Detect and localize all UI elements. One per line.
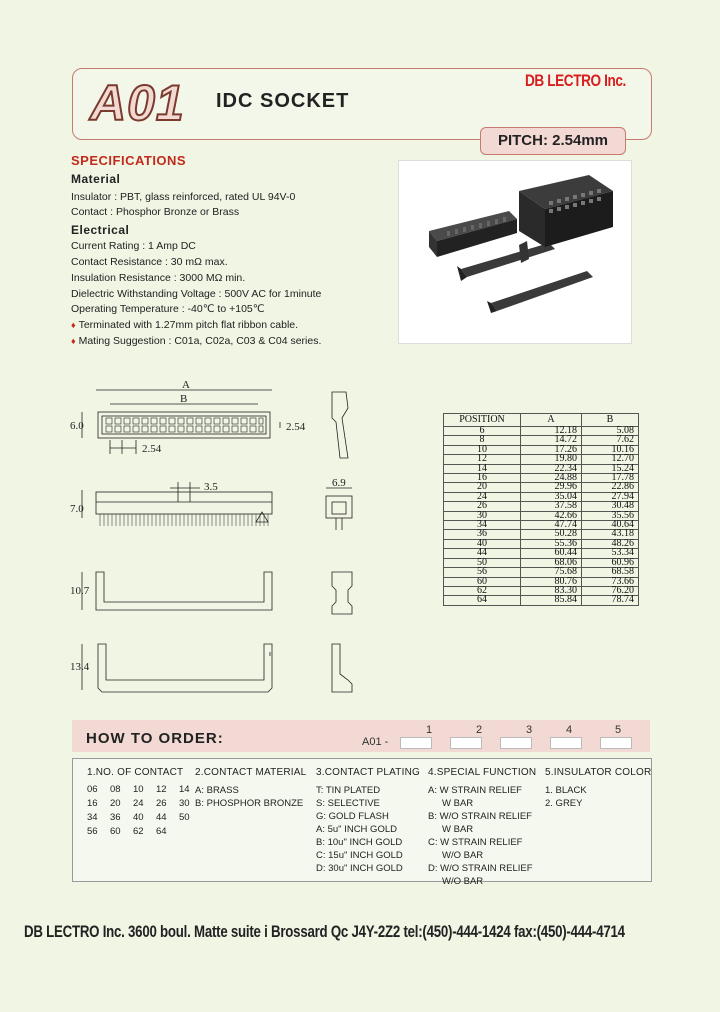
cell-a: 60.44 — [521, 549, 582, 558]
contact-count-option: 20 — [110, 798, 121, 809]
function-option: C: W STRAIN RELIEF — [428, 837, 523, 848]
spec-note-mating — [71, 335, 321, 347]
header-b: B — [582, 414, 639, 427]
contact-count-option: 34 — [87, 812, 98, 823]
order-col-function — [428, 767, 536, 888]
plating-list — [316, 784, 420, 875]
table-row — [444, 445, 639, 454]
table-row — [444, 502, 639, 511]
cell-a: 22.34 — [521, 464, 582, 473]
dimension-table — [443, 413, 639, 606]
color-option: 1. BLACK — [545, 785, 587, 796]
color-col-title: 5.INSULATOR COLOR — [545, 767, 652, 778]
function-option: A: W STRAIN RELIEF — [428, 785, 522, 796]
spec-note-cable — [71, 319, 298, 331]
contact-count-option: 12 — [156, 784, 167, 795]
company-name: DB LECTRO Inc. — [525, 71, 626, 90]
cell-position: 10 — [444, 445, 521, 454]
cell-a: 55.36 — [521, 539, 582, 548]
color-list — [545, 784, 651, 810]
table-row — [444, 511, 639, 520]
function-col-title: 4.SPECIAL FUNCTION — [428, 767, 537, 778]
dim-13-4: 13.4 — [70, 661, 90, 673]
spec-insulation-resistance: Insulation Resistance : 3000 MΩ min. — [71, 272, 246, 284]
dim-2-54-side: 2.54 — [286, 421, 306, 433]
cell-a: 19.80 — [521, 455, 582, 464]
cell-position: 60 — [444, 577, 521, 586]
table-row — [444, 596, 639, 605]
cell-b: 35.56 — [582, 511, 639, 520]
cell-a: 85.84 — [521, 596, 582, 605]
bullet-icon: ♦ — [71, 320, 76, 330]
table-row — [444, 568, 639, 577]
table-row — [444, 549, 639, 558]
contact-count-option: 30 — [179, 798, 190, 809]
order-col-plating — [316, 767, 420, 875]
spec-contact-resistance: Contact Resistance : 30 mΩ max. — [71, 256, 228, 268]
order-slot-num-5: 5 — [615, 724, 622, 736]
order-slot-2 — [450, 737, 482, 749]
dim-10-7: 10.7 — [70, 585, 90, 597]
function-option: W/O BAR — [442, 876, 484, 887]
header-a: A — [521, 414, 582, 427]
contact-count-option: 64 — [156, 826, 167, 837]
cell-b: 7.62 — [582, 436, 639, 445]
plating-option: G: GOLD FLASH — [316, 811, 389, 822]
function-option: D: W/O STRAIN RELIEF — [428, 863, 533, 874]
order-slot-num-4: 4 — [566, 724, 573, 736]
table-row — [444, 577, 639, 586]
dim-3-5: 3.5 — [204, 481, 218, 493]
product-name: IDC SOCKET — [216, 90, 350, 112]
cell-b: 5.08 — [582, 427, 639, 436]
order-slot-num-2: 2 — [476, 724, 483, 736]
spec-dielectric-voltage: Dielectric Withstanding Voltage : 500V AC for 1minute — [71, 288, 322, 300]
order-slot-5 — [600, 737, 632, 749]
cell-b: 17.78 — [582, 474, 639, 483]
cell-position: 8 — [444, 436, 521, 445]
contact-count-option: 40 — [133, 812, 144, 823]
function-option: W BAR — [442, 798, 474, 809]
technical-drawing — [70, 378, 370, 703]
cell-a: 17.26 — [521, 445, 582, 454]
contact-count-option: 10 — [133, 784, 144, 795]
dim-2-54-bottom: 2.54 — [142, 443, 162, 455]
connector-photo-illustration — [399, 161, 631, 343]
color-option: 2. GREY — [545, 798, 583, 809]
order-slot-4 — [550, 737, 582, 749]
cell-a: 80.76 — [521, 577, 582, 586]
electrical-title: Electrical — [71, 223, 130, 237]
cell-position: 34 — [444, 521, 521, 530]
contacts-title: 1.NO. OF CONTACT — [87, 767, 184, 778]
order-col-material — [195, 767, 306, 810]
order-slot-num-1: 1 — [426, 724, 433, 736]
table-row — [444, 558, 639, 567]
order-col-color — [545, 767, 651, 810]
table-row — [444, 530, 639, 539]
cell-position: 62 — [444, 586, 521, 595]
order-options-table — [72, 758, 652, 887]
dim-b: B — [180, 393, 188, 405]
contact-count-option: 36 — [110, 812, 121, 823]
cell-b: 68.58 — [582, 568, 639, 577]
cell-b: 78.74 — [582, 596, 639, 605]
product-photo — [398, 160, 632, 344]
contact-count-option: 06 — [87, 784, 98, 795]
company-contact-footer: DB LECTRO Inc. 3600 boul. Matte suite i Brossard Qc J4Y-2Z2 tel:(450)-444-1424 fax:(450)-444-4714 — [24, 922, 625, 941]
cell-position: 6 — [444, 427, 521, 436]
plating-col-title: 3.CONTACT PLATING — [316, 767, 420, 778]
cell-b: 30.48 — [582, 502, 639, 511]
contacts-grid — [87, 784, 202, 837]
material-title: Material — [71, 172, 121, 186]
cell-a: 14.72 — [521, 436, 582, 445]
table-row — [444, 427, 639, 436]
cell-position: 26 — [444, 502, 521, 511]
table-row — [444, 483, 639, 492]
cell-b: 73.66 — [582, 577, 639, 586]
contact-count-option: 14 — [179, 784, 190, 795]
dim-7-0: 7.0 — [70, 503, 84, 515]
cell-a: 37.58 — [521, 502, 582, 511]
plating-option: A: 5u" INCH GOLD — [316, 824, 397, 835]
function-option: B: W/O STRAIN RELIEF — [428, 811, 532, 822]
contact-count-option: 56 — [87, 826, 98, 837]
contact-count-option: 44 — [156, 812, 167, 823]
cell-a: 47.74 — [521, 521, 582, 530]
cell-position: 12 — [444, 455, 521, 464]
cell-b: 12.70 — [582, 455, 639, 464]
plating-option: T: TIN PLATED — [316, 785, 381, 796]
pitch-badge: PITCH: 2.54mm — [480, 127, 626, 155]
contact-count-option: 60 — [110, 826, 121, 837]
material-list — [195, 784, 306, 810]
dim-a: A — [182, 379, 190, 391]
bullet-icon: ♦ — [71, 336, 76, 346]
cell-position: 14 — [444, 464, 521, 473]
cell-b: 27.94 — [582, 492, 639, 501]
cell-a: 50.28 — [521, 530, 582, 539]
cell-a: 68.06 — [521, 558, 582, 567]
cell-b: 76.20 — [582, 586, 639, 595]
table-row — [444, 492, 639, 501]
dim-6-9: 6.9 — [332, 477, 346, 489]
cell-position: 16 — [444, 474, 521, 483]
cell-position: 64 — [444, 596, 521, 605]
table-header-row — [444, 414, 639, 427]
cell-position: 40 — [444, 539, 521, 548]
table-row — [444, 455, 639, 464]
function-list — [428, 784, 536, 888]
contact-count-option: 26 — [156, 798, 167, 809]
cell-b: 40.64 — [582, 521, 639, 530]
contact-count-option: 16 — [87, 798, 98, 809]
dim-6-0: 6.0 — [70, 420, 84, 432]
model-code: A01 — [90, 75, 185, 131]
contact-count-option: 50 — [179, 812, 190, 823]
cell-b: 60.96 — [582, 558, 639, 567]
table-row — [444, 464, 639, 473]
note-text: Mating Suggestion : C01a, C02a, C03 & C04 series. — [78, 335, 322, 347]
cell-b: 53.34 — [582, 549, 639, 558]
cell-a: 42.66 — [521, 511, 582, 520]
order-slot-1 — [400, 737, 432, 749]
dimension-table-body — [444, 427, 639, 606]
contact-count-option: 24 — [133, 798, 144, 809]
contact-count-option: 62 — [133, 826, 144, 837]
spec-operating-temperature: Operating Temperature : -40℃ to +105℃ — [71, 303, 265, 315]
cell-b: 10.16 — [582, 445, 639, 454]
order-code-prefix: A01 - — [362, 736, 389, 748]
contact-count-option: 08 — [110, 784, 121, 795]
plating-option: D: 30u" INCH GOLD — [316, 863, 403, 874]
table-row — [444, 586, 639, 595]
order-col-contacts — [87, 767, 202, 837]
plating-option: B: 10u" INCH GOLD — [316, 837, 403, 848]
cell-a: 29.96 — [521, 483, 582, 492]
table-row — [444, 539, 639, 548]
order-title: HOW TO ORDER: — [86, 730, 224, 747]
cell-a: 75.68 — [521, 568, 582, 577]
function-option: W/O BAR — [442, 850, 484, 861]
order-slot-3 — [500, 737, 532, 749]
material-option: A: BRASS — [195, 785, 239, 796]
cell-b: 22.86 — [582, 483, 639, 492]
cell-position: 56 — [444, 568, 521, 577]
cell-position: 36 — [444, 530, 521, 539]
table-row — [444, 474, 639, 483]
cell-a: 24.88 — [521, 474, 582, 483]
cell-b: 43.18 — [582, 530, 639, 539]
cell-position: 44 — [444, 549, 521, 558]
header-position: POSITION — [444, 414, 521, 427]
table-row — [444, 436, 639, 445]
specifications-title: SPECIFICATIONS — [71, 153, 187, 168]
spec-contact: Contact : Phosphor Bronze or Brass — [71, 206, 240, 218]
cell-b: 48.26 — [582, 539, 639, 548]
cell-a: 83.30 — [521, 586, 582, 595]
material-col-title: 2.CONTACT MATERIAL — [195, 767, 307, 778]
plating-option: S: SELECTIVE — [316, 798, 380, 809]
cell-a: 35.04 — [521, 492, 582, 501]
note-text: Terminated with 1.27mm pitch flat ribbon cable. — [78, 319, 299, 331]
plating-option: C: 15u" INCH GOLD — [316, 850, 403, 861]
spec-current-rating: Current Rating : 1 Amp DC — [71, 240, 196, 252]
table-row — [444, 521, 639, 530]
function-option: W BAR — [442, 824, 474, 835]
cell-a: 12.18 — [521, 427, 582, 436]
cell-position: 20 — [444, 483, 521, 492]
order-slot-num-3: 3 — [526, 724, 533, 736]
material-option: B: PHOSPHOR BRONZE — [195, 798, 304, 809]
cell-position: 24 — [444, 492, 521, 501]
cell-b: 15.24 — [582, 464, 639, 473]
cell-position: 30 — [444, 511, 521, 520]
spec-insulator: Insulator : PBT, glass reinforced, rated UL 94V-0 — [71, 191, 296, 203]
cell-position: 50 — [444, 558, 521, 567]
